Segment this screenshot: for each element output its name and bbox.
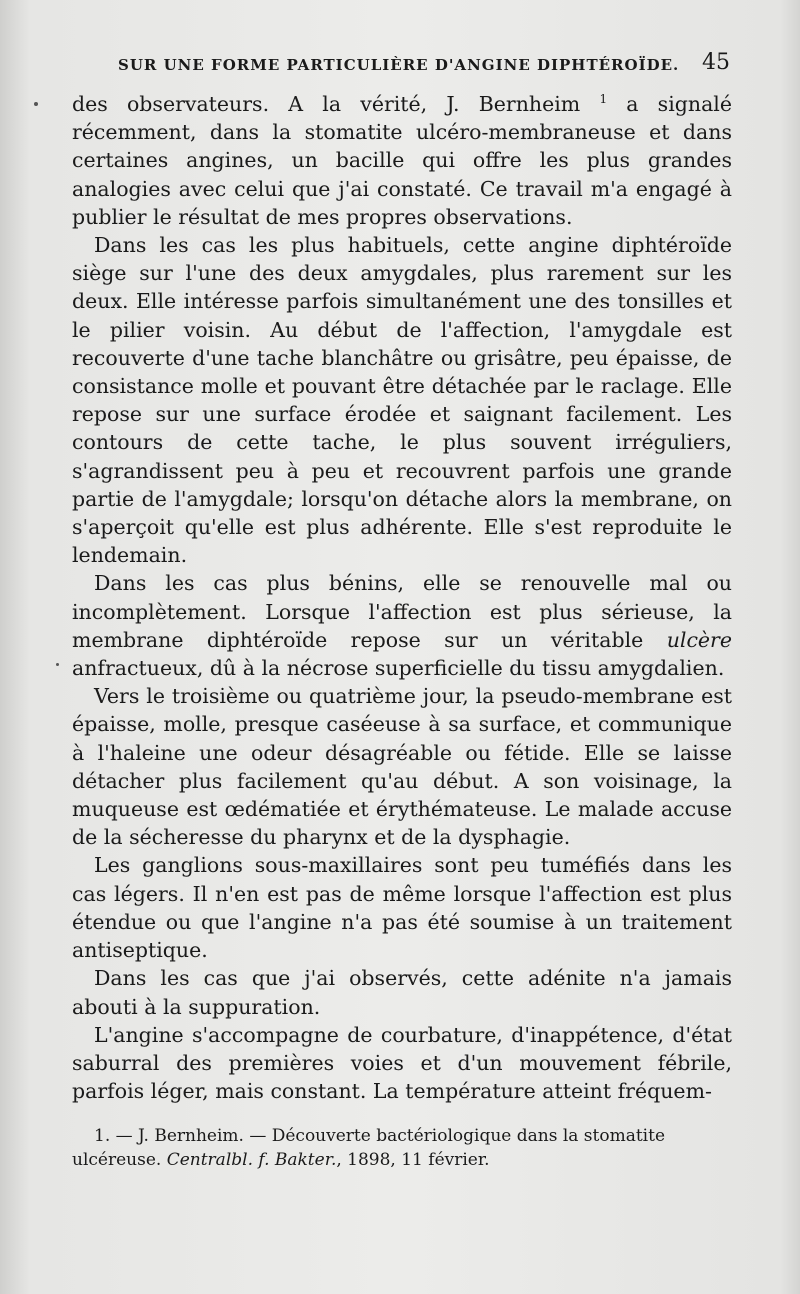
text-run: anfractueux, dû à la nécrose superficielle du tissu amygdalien. xyxy=(72,656,725,681)
running-head xyxy=(118,50,730,80)
paragraph xyxy=(72,90,732,231)
text-run: L'angine s'accompagne de courbature, d'inappétence, d'état saburral des premières voies et d'un mouvement fébrile, parfois léger, mais constant. La température atteint fréquem- xyxy=(72,1022,732,1104)
paragraph xyxy=(72,682,732,851)
footnote-marker: 1 xyxy=(599,92,608,107)
running-title: SUR UNE FORME PARTICULIÈRE D'ANGINE DIPHTÉROÏDE. xyxy=(118,56,680,74)
paragraph xyxy=(72,964,732,1020)
footnotes xyxy=(72,1124,738,1172)
print-speck xyxy=(56,663,59,666)
text-run: Dans les cas les plus habituels, cette angine diphtéroïde siège sur l'une des deux amygdales, plus rarement sur les deux. Elle intéresse parfois simultanément une des tonsilles et le pilier voisin. Au début de l'affection, l'amygdale est recouverte d'une tache blanchâtre ou grisâtre, peu épaisse, de consistance molle et pouvant être détachée par le raclage. Elle repose sur une surface érodée et saignant facilement. Les contours de cette tache, le plus souvent irréguliers, s'agrandissent peu à peu et recouvrent parfois une grande partie de l'amygdale; lorsqu'on détache alors la membrane, on s'aperçoit qu'elle est plus adhérente. Elle s'est reproduite le lendemain. xyxy=(72,233,732,568)
text-run: a signalé récemment, dans la stomatite ulcéro-membraneuse et dans certaines angines, un bacille qui offre les plus grandes analogies avec celui que j'ai constaté. Ce travail m'a engagé à publier le résultat de mes propres observations. xyxy=(72,92,732,229)
text-run: des observateurs. A la vérité, J. Bernheim xyxy=(72,92,600,116)
text-run: , 1898, 11 février. xyxy=(336,1150,490,1170)
paragraph xyxy=(72,569,732,682)
text-run: Vers le troisième ou quatrième jour, la pseudo-membrane est épaisse, molle, presque caséeuse à sa surface, et communique à l'haleine une odeur désagréable ou fétide. Elle se laisse détacher plus facilement qu'au début. A son voisinage, la muqueuse est œdématiée et érythémateuse. Le malade accuse de la sécheresse du pharynx et de la dysphagie. xyxy=(72,684,732,850)
footnote xyxy=(72,1124,738,1172)
text-run: Les ganglions sous-maxillaires sont peu tuméfiés dans les cas légers. Il n'en est pas de même lorsque l'affection est plus étendue ou que l'angine n'a pas été soumise à un traitement antiseptique. xyxy=(72,853,732,963)
text-run: 1. — J. Bernheim. — Découverte bactériologique dans la stomatite ulcéreuse. xyxy=(72,1126,666,1170)
italic-text: ulcère xyxy=(666,627,732,652)
print-speck xyxy=(34,102,38,106)
text-run: Dans les cas que j'ai observés, cette adénite n'a jamais abouti à la suppuration. xyxy=(72,966,732,1019)
paragraph xyxy=(72,231,732,569)
paragraph xyxy=(72,1021,732,1106)
text-run: Dans les cas plus bénins, elle se renouvelle mal ou incomplètement. Lorsque l'affection est plus sérieuse, la membrane diphtéroïde repose sur un véritable xyxy=(72,571,732,652)
body-text xyxy=(72,90,732,1105)
italic-text: Centralbl. f. Bakter. xyxy=(166,1150,337,1170)
paragraph xyxy=(72,851,732,964)
page-number: 45 xyxy=(702,50,730,75)
